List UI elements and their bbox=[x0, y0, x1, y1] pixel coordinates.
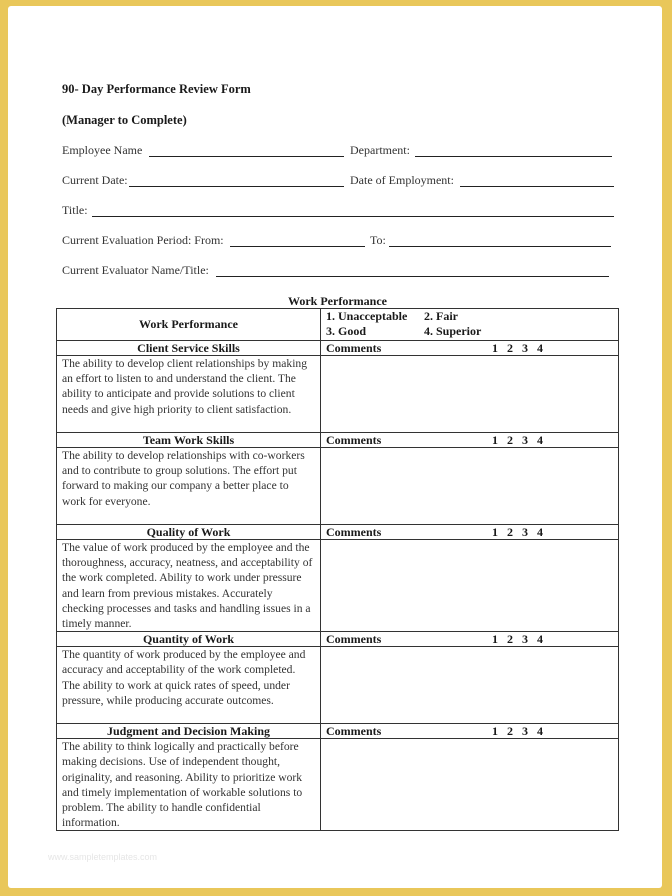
section-body-row bbox=[57, 448, 619, 525]
evaluation-from-label: Current Evaluation Period: From: bbox=[62, 233, 224, 247]
section-description: The ability to develop client relationships by making an effort to listen to and understand the client. The ability to anticipate and provide solutions to client needs and give high priority to client satisfaction. bbox=[57, 356, 321, 433]
evaluator-label: Current Evaluator Name/Title: bbox=[62, 263, 209, 277]
scale-2: 2. Fair bbox=[424, 309, 458, 323]
form-title: 90- Day Performance Review Form bbox=[62, 82, 251, 96]
row-period bbox=[62, 233, 622, 249]
title-field[interactable] bbox=[92, 216, 614, 217]
section-name: Quantity of Work bbox=[57, 632, 321, 647]
comments-label: Comments bbox=[326, 525, 382, 539]
comments-cell[interactable] bbox=[321, 540, 619, 632]
comments-header bbox=[321, 724, 619, 739]
evaluation-from-field[interactable] bbox=[230, 246, 365, 247]
section-description: The value of work produced by the employee and the thoroughness, accuracy, neatness, and acceptability of the work completed. Ability to work under pressure and learn from previous mistakes. Accurately checking processes and tasks and handling issues in a timely manner. bbox=[57, 540, 321, 632]
section-name: Quality of Work bbox=[57, 525, 321, 540]
current-date-field[interactable] bbox=[129, 186, 344, 187]
section-description: The ability to think logically and practically before making decisions. Use of independent thought, originality, and reasoning. Ability to prioritize work and timely implementation of workable solutions to problem. The ability to handle confidential information. bbox=[57, 739, 321, 831]
comments-cell[interactable] bbox=[321, 739, 619, 831]
rating-numbers[interactable]: 1 2 3 4 bbox=[492, 525, 543, 539]
section-body-row bbox=[57, 739, 619, 831]
form-subtitle: (Manager to Complete) bbox=[62, 113, 187, 127]
rating-numbers[interactable]: 1 2 3 4 bbox=[492, 341, 543, 355]
section-body-row bbox=[57, 540, 619, 632]
scale-4: 4. Superior bbox=[424, 324, 482, 338]
section-header-row bbox=[57, 525, 619, 540]
scale-1: 1. Unacceptable bbox=[326, 309, 408, 323]
performance-table bbox=[56, 308, 619, 831]
comments-header bbox=[321, 341, 619, 356]
department-label: Department: bbox=[350, 143, 410, 157]
section-name: Judgment and Decision Making bbox=[57, 724, 321, 739]
header-label: Work Performance bbox=[57, 309, 321, 341]
scale-3: 3. Good bbox=[326, 324, 367, 338]
comments-header bbox=[321, 632, 619, 647]
rating-numbers[interactable]: 1 2 3 4 bbox=[492, 632, 543, 647]
section-header-row bbox=[57, 433, 619, 448]
comments-header bbox=[321, 525, 619, 540]
comments-label: Comments bbox=[326, 724, 382, 739]
section-body-row bbox=[57, 647, 619, 724]
rating-numbers[interactable]: 1 2 3 4 bbox=[492, 724, 543, 739]
comments-header bbox=[321, 433, 619, 448]
date-of-employment-label: Date of Employment: bbox=[350, 173, 454, 187]
comments-cell[interactable] bbox=[321, 448, 619, 525]
section-name: Team Work Skills bbox=[57, 433, 321, 448]
row-employee bbox=[62, 143, 622, 159]
current-date-label: Current Date: bbox=[62, 173, 128, 187]
row-title bbox=[62, 203, 622, 219]
comments-label: Comments bbox=[326, 341, 382, 355]
row-dates bbox=[62, 173, 622, 189]
title-label: Title: bbox=[62, 203, 88, 217]
comments-cell[interactable] bbox=[321, 647, 619, 724]
section-description: The quantity of work produced by the employee and accuracy and acceptability of the work completed. The ability to work at quick rates of speed, under pressure, while producing accurate outcomes. bbox=[57, 647, 321, 724]
section-description: The ability to develop relationships with co-workers and to contribute to group solutions. The effort put forward to making our company a better place to work for everyone. bbox=[57, 448, 321, 525]
employee-name-field[interactable] bbox=[149, 156, 344, 157]
evaluator-field[interactable] bbox=[216, 276, 609, 277]
comments-label: Comments bbox=[326, 632, 382, 647]
section-body-row bbox=[57, 356, 619, 433]
section-header-row bbox=[57, 724, 619, 739]
section-header-row bbox=[57, 341, 619, 356]
date-of-employment-field[interactable] bbox=[460, 186, 614, 187]
comments-cell[interactable] bbox=[321, 356, 619, 433]
section-name: Client Service Skills bbox=[57, 341, 321, 356]
comments-label: Comments bbox=[326, 433, 382, 447]
evaluation-to-field[interactable] bbox=[389, 246, 611, 247]
header-row bbox=[57, 309, 619, 341]
row-evaluator bbox=[62, 263, 622, 279]
form-page bbox=[8, 6, 662, 888]
section-header-row bbox=[57, 632, 619, 647]
department-field[interactable] bbox=[415, 156, 612, 157]
watermark: www.sampletemplates.com bbox=[48, 852, 158, 862]
rating-scale bbox=[321, 309, 619, 341]
table-caption: Work Performance bbox=[288, 294, 387, 308]
rating-numbers[interactable]: 1 2 3 4 bbox=[492, 433, 543, 447]
evaluation-to-label: To: bbox=[370, 233, 386, 247]
employee-name-label: Employee Name bbox=[62, 143, 143, 157]
